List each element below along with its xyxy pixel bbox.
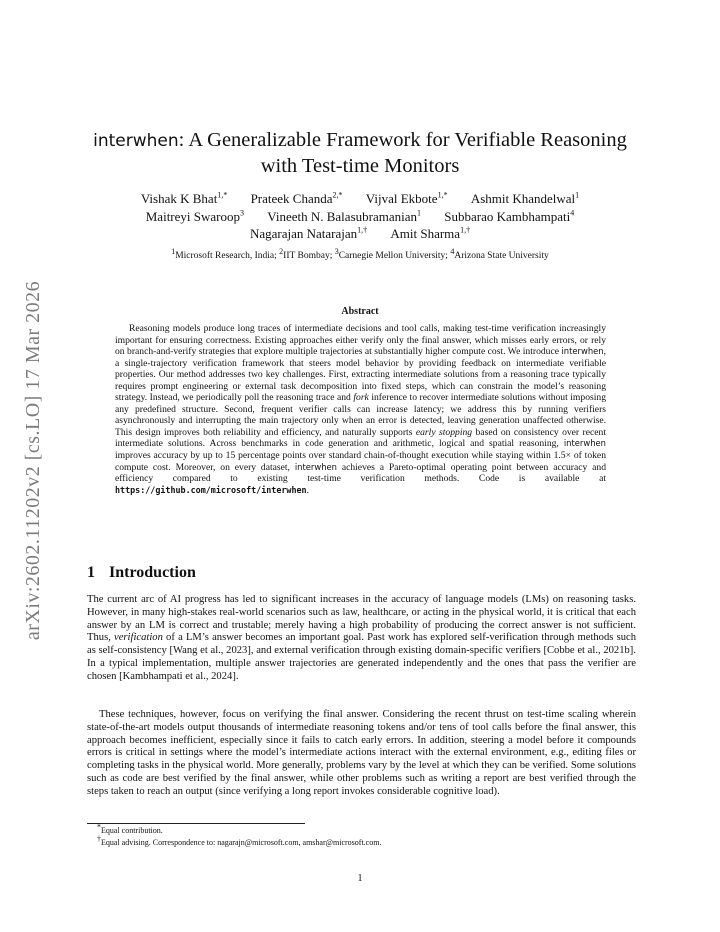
author-row-2 — [70, 209, 650, 225]
page-number: 1 — [357, 873, 363, 884]
author: Nagarajan Natarajan$^{1,\dagger}$ — [249, 225, 368, 241]
author: Vijval Ekbote$^{1,*}$ — [365, 190, 448, 206]
title-line1: : A Generalizable Framework for Verifiable Reasoning — [178, 129, 627, 151]
tool-name: interwhen — [294, 461, 337, 472]
arxiv-stamp: arXiv:2602.11202v2 [cs.LO] 17 Mar 2026 — [22, 280, 45, 640]
section-heading: 1 Introduction — [87, 564, 196, 581]
paper-title — [80, 128, 640, 179]
tool-name: interwhen — [561, 346, 604, 357]
title-tool-name: interwhen — [93, 131, 179, 151]
title-line2: with Test-time Monitors — [260, 155, 460, 177]
footnote: *Equal contribution. — [97, 822, 163, 835]
abstract-text: Reasoning models produce long traces of intermediate decisions and tool calls, making test-time verification increasingly important for ensuring correctness. Existing approaches either verify only the final answer, which misses early errors, or rely on branch-and-verify strategies that explore multiple trajectories at substantially higher compute cost. We introduce interwhen, a single-trajectory verification framework that steers model behavior by providing feedback on intermediate verifiable properties. Our method addresses two key challenges. First, extracting intermediate solutions from a reasoning trace typically requires prompt engineering or external task decomposition into fixed steps, which can constrain the model’s reasoning strategy. Instead, we periodically poll the reasoning trace and fork inference to recover intermediate solutions without imposing any predefined structure. Second, frequent verifier calls can increase latency; we address this by running verifiers asynchronously and interrupting the main trajectory only when an error is detected, leaving generation unaffected otherwise. This design improves both reliability and efficiency, and naturally supports early stopping based on consistency over recent intermediate solutions. Across benchmarks in code generation and arithmetic, logical and spatial reasoning, interwhen improves accuracy by up to 15 percentage points over standard chain-of-thought execution while staying within 1.5× of token compute cost. Moreover, on every dataset, interwhen achieves a Pareto-optimal operating point between accuracy and efficiency compared to existing test-time verification methods. Code is available at https://github.com/microsoft/interwhen. — [115, 323, 606, 496]
intro-paragraph-1: The current arc of AI progress has led to significant increases in the accuracy of language models (LMs) on reasoning tasks. However, in many high-stakes real-world scenarios such as law, healthcare, or acting in the physical world, it is critical that each answer by an LM is correct and trustable; merely having a high probability of producing the correct answer is not sufficient. Thus, verification of a LM’s answer becomes an important goal. Past work has explored self-verification through methods such as self-consistency [Wang et al., 2023], and external verification through existing domain-specific verifiers [Cobbe et al., 2021b]. In a typical implementation, multiple answer trajectories are generated independently and the ones that pass the verifier are chosen [Kambhampati et al., 2024]. — [87, 594, 636, 682]
affiliations: $^1$Microsoft Research, India; $^2$IIT Bombay; $^3$Carnegie Mellon University; $^4$Arizona State University — [171, 246, 549, 261]
author: Prateek Chanda$^{2,*}$ — [250, 190, 343, 206]
abstract-heading: Abstract — [341, 306, 379, 317]
author: Subbarao Kambhampati$^4$ — [444, 208, 575, 224]
footnote-rule — [87, 823, 305, 824]
author: Ashmit Khandelwal$^1$ — [470, 190, 580, 206]
author: Amit Sharma$^{1,\dagger}$ — [390, 225, 471, 241]
author: Vineeth N. Balasubramanian$^1$ — [267, 208, 421, 224]
code-url-link[interactable]: https://github.com/microsoft/interwhen — [115, 484, 307, 495]
tool-name: interwhen — [563, 438, 606, 449]
author: Vishak K Bhat$^{1,*}$ — [140, 190, 228, 206]
author-row-1 — [70, 191, 650, 207]
author: Maitreyi Swaroop$^3$ — [145, 208, 244, 224]
author-row-3 — [70, 226, 650, 242]
footnote: †Equal advising. Correspondence to: nagarajn@microsoft.com, amshar@microsoft.com. — [97, 834, 382, 847]
intro-paragraph-2: These techniques, however, focus on verifying the final answer. Considering the recent thrust on test-time scaling wherein state-of-the-art models output thousands of intermediate reasoning tokens and/or tens of tool calls before the final answer, this approach becomes inefficient, especially since it fails to catch early errors. In addition, steering a model before it compounds errors is critical in settings where the model’s intermediate actions interact with the external environment, e.g., editing files or completing tasks in the physical world. More generally, problems vary by the level at which they can be verified. Some solutions such as code are best verified by the final answer, while other problems such as writing a report are best verified through the steps taken to reach an output (since verifying a long report invokes considerable cognitive load). — [87, 709, 636, 797]
